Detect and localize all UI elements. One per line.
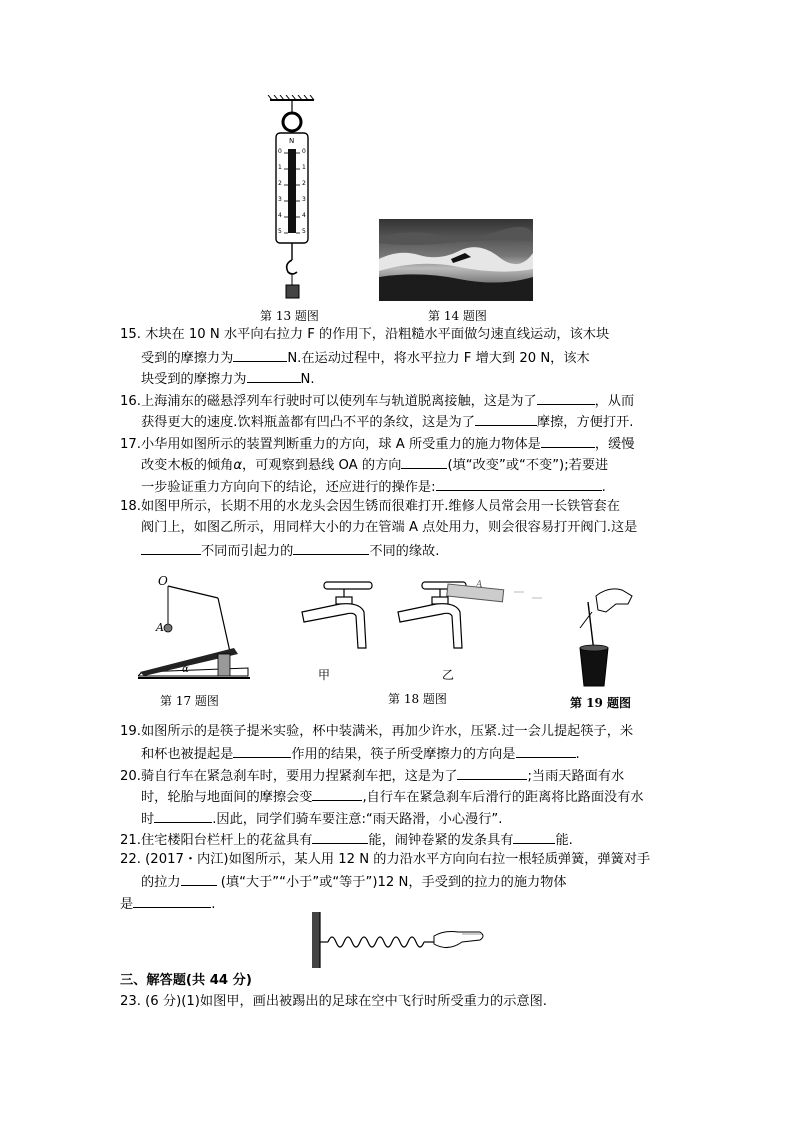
scale-tick-3r: 3 [302, 196, 306, 203]
q19-text-a: 和杯也被提起是 [141, 747, 234, 762]
q19-line1: 19.如图所示的是筷子提米实验，杯中装满米，再加少许水，压紧.过一会儿提起筷子，米 [120, 724, 634, 739]
q21-text-c: 能. [555, 833, 573, 848]
q17-text-b: ，缓慢 [594, 437, 635, 452]
q15-answer-blank-2[interactable] [247, 368, 301, 383]
figure-14-caption: 第 14 题图 [428, 309, 487, 323]
scale-tick-2r: 2 [302, 180, 306, 187]
figure-18-faucet-jia [300, 572, 380, 650]
q15-text-a: 受到的摩擦力为 [141, 351, 234, 366]
q18-text-b: 不同的缘故. [369, 544, 440, 559]
q17-line1 [120, 433, 634, 455]
q20-line1 [120, 765, 624, 787]
figure-13-spring-scale [262, 95, 322, 305]
scale-tick-5r: 5 [302, 228, 306, 235]
fig18-label-a: A [476, 580, 483, 590]
scale-tick-4: 4 [278, 212, 282, 219]
q15-line2 [141, 347, 590, 369]
q15-text-b: N.在运动过程中，将水平拉力 F 增大到 20 N，该木 [287, 351, 590, 366]
q20-text-e: 时 [141, 812, 155, 827]
q22-answer-blank-2[interactable] [133, 893, 211, 908]
figure-18-faucet-yi [396, 572, 546, 650]
q16-text-a: 16.上海浦东的磁悬浮列车行驶时可以使列车与轨道脱离接触，这是为了 [120, 394, 537, 409]
q22-text-a: 的拉力 [141, 875, 181, 890]
figure-13-caption: 第 13 题图 [260, 309, 319, 323]
q18-answer-blank-1[interactable] [141, 540, 201, 555]
scale-tick-0r: 0 [302, 148, 306, 155]
q17-alpha: α [233, 458, 243, 473]
q16-text-d: 摩擦，方便打开. [536, 415, 634, 430]
figure-17-incline [138, 572, 250, 684]
fig17-label-a: A [156, 621, 164, 634]
q20-text-a: 20.骑自行车在紧急刹车时，要用力捏紧刹车把，这是为了 [120, 769, 458, 784]
q20-answer-blank-1[interactable] [457, 765, 527, 780]
figure-17-caption: 第 17 题图 [160, 694, 219, 708]
q18-answer-blank-2[interactable] [293, 540, 369, 555]
q18-line3 [141, 540, 439, 562]
q22-line1: 22. (2017・内江)如图所示，某人用 12 N 的力沿水平方向向右拉一根轻质弹簧，弹簧对手 [120, 852, 651, 867]
q20-text-c: 时，轮胎与地面间的摩擦会变 [141, 790, 313, 805]
q21-line1 [120, 829, 573, 851]
q20-answer-blank-3[interactable] [154, 808, 212, 823]
figure-22-spring [308, 910, 492, 970]
q15-line1: 15. 木块在 10 N 水平向右拉力 F 的作用下，沿粗糙水平面做匀速直线运动，该木块 [120, 327, 610, 342]
q18-line1: 18.如图甲所示，长期不用的水龙头会因生锈而很难打开.维修人员常会用一长铁管套在 [120, 499, 620, 514]
q16-answer-blank-2[interactable] [475, 411, 537, 426]
q15-answer-blank-1[interactable] [233, 347, 287, 362]
scale-tick-4r: 4 [302, 212, 306, 219]
q17-text-a: 17.小华用如图所示的装置判断重力的方向，球 A 所受重力的施力物体是 [120, 437, 541, 452]
q23-line1: 23. (6 分)(1)如图甲，画出被踢出的足球在空中飞行时所受重力的示意图. [120, 994, 547, 1009]
scale-tick-3: 3 [278, 196, 282, 203]
section-3-heading: 三、解答题(共 44 分) [120, 973, 252, 988]
q16-text-b: ，从而 [594, 394, 635, 409]
scale-tick-2: 2 [278, 180, 282, 187]
scale-unit-label: N [289, 137, 295, 145]
q16-line2 [141, 411, 633, 433]
q19-answer-blank-1[interactable] [233, 743, 291, 758]
fig17-label-o: O [158, 574, 168, 588]
q22-line2 [141, 871, 567, 893]
q22-text-d: . [211, 897, 216, 912]
fig18-label-yi: 乙 [442, 668, 455, 682]
q17-text-d: ，可观察到悬线 OA 的方向 [242, 458, 402, 473]
q20-text-b: ;当雨天路面有水 [527, 769, 625, 784]
fig18-label-jia: 甲 [318, 668, 331, 682]
q22-line3 [120, 893, 215, 915]
scale-tick-1: 1 [278, 164, 282, 171]
q19-text-c: . [575, 747, 580, 762]
q22-text-b: (填“大于”“小于”或“等于”)12 N，手受到的拉力的施力物体 [216, 875, 567, 890]
q15-line3 [141, 368, 315, 390]
scale-tick-1r: 1 [302, 164, 306, 171]
q15-text-c: 块受到的摩擦力为 [141, 372, 247, 387]
q20-line3 [141, 808, 502, 830]
q16-text-c: 获得更大的速度.饮料瓶盖都有凹凸不平的条纹，这是为了 [141, 415, 475, 430]
q20-answer-blank-2[interactable] [312, 786, 362, 801]
q17-answer-blank-3[interactable] [436, 476, 602, 491]
q17-text-e: (填“改变”或“不变”);若要进 [447, 458, 609, 473]
q18-text-a: 不同而引起力的 [201, 544, 294, 559]
q17-line3 [141, 476, 606, 498]
q17-text-f: 一步验证重力方向向下的结论，还应进行的操作是: [141, 480, 436, 495]
figure-19-chopstick [566, 582, 638, 690]
q19-answer-blank-2[interactable] [516, 743, 576, 758]
q18-line2: 阀门上，如图乙所示，用同样大小的力在管端 A 点处用力，则会很容易打开阀门.这是 [141, 520, 638, 535]
figure-18-caption: 第 18 题图 [388, 692, 447, 706]
figure-19-caption: 第 19 题图 [570, 696, 632, 710]
q19-line2 [141, 743, 580, 765]
q20-text-d: ,自行车在紧急刹车后滑行的距离将比路面没有水 [362, 790, 644, 805]
q21-text-b: 能，闹钟卷紧的发条具有 [368, 833, 514, 848]
q21-text-a: 21.住宅楼阳台栏杆上的花盆具有 [120, 833, 313, 848]
q21-answer-blank-1[interactable] [312, 829, 368, 844]
q22-answer-blank-1[interactable] [181, 871, 217, 886]
q19-text-b: 作用的结果，筷子所受摩擦力的方向是 [291, 747, 516, 762]
q16-line1 [120, 390, 634, 412]
figure-14-photo [379, 219, 533, 301]
q20-line2 [141, 786, 644, 808]
q20-text-f: .因此，同学们骑车要注意:“雨天路滑，小心漫行”. [212, 812, 503, 827]
q15-text-d: N. [300, 372, 315, 387]
scale-tick-5: 5 [278, 228, 282, 235]
q17-line2 [141, 454, 608, 476]
q17-answer-blank-2[interactable] [401, 454, 447, 469]
q17-text-g: . [601, 480, 606, 495]
q17-answer-blank-1[interactable] [541, 433, 595, 448]
fig17-label-alpha: α [182, 664, 189, 675]
q16-answer-blank-1[interactable] [537, 390, 595, 405]
q21-answer-blank-2[interactable] [513, 829, 555, 844]
scale-tick-0: 0 [278, 148, 282, 155]
q22-text-c: 是 [120, 897, 134, 912]
q17-text-c: 改变木板的倾角 [141, 458, 234, 473]
